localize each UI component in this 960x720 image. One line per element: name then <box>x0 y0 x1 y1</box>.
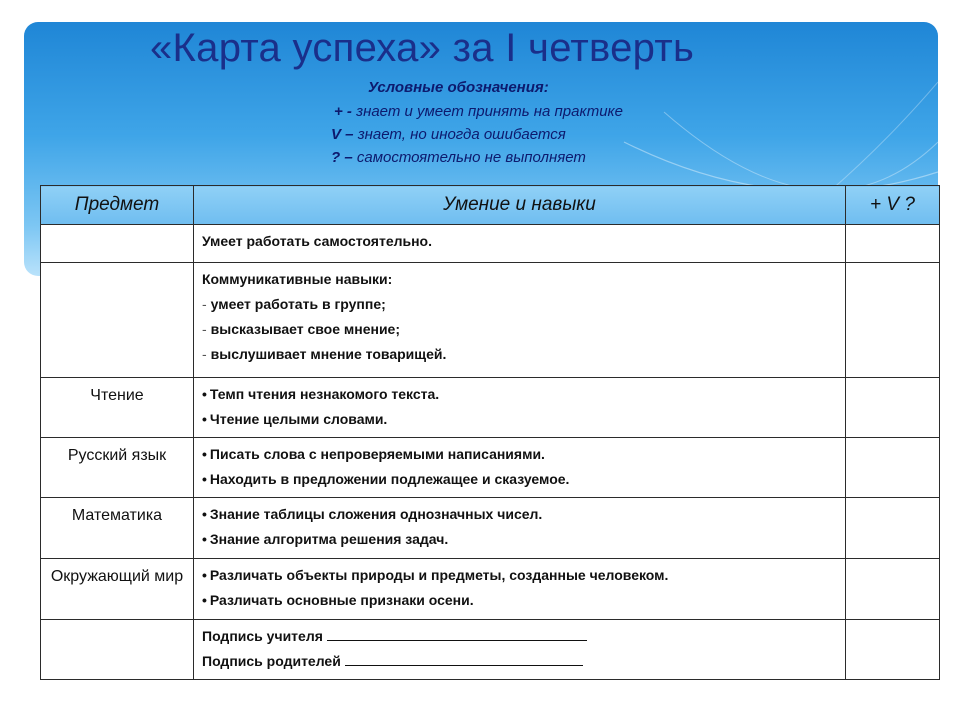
mark-cell[interactable] <box>846 620 940 680</box>
header-skills: Умение и навыки <box>194 186 846 225</box>
mark-cell[interactable] <box>846 225 940 263</box>
table-row <box>41 559 940 620</box>
skill-line: • Темп чтения незнакомого текста. <box>202 382 837 407</box>
page-title: «Карта успеха» за I четверть <box>150 26 695 70</box>
table-row <box>41 225 940 263</box>
skills-cell <box>194 498 846 559</box>
legend-item: V – знает, но иногда ошибается <box>331 126 566 143</box>
skill-line: - умеет работать в группе; <box>202 292 837 317</box>
skill-line: • Знание алгоритма решения задач. <box>202 527 837 552</box>
subject-cell <box>41 620 194 680</box>
table-row <box>41 263 940 378</box>
subject-cell: Математика <box>41 498 194 559</box>
skill-line: • Находить в предложении подлежащее и сказуемое. <box>202 467 837 492</box>
skill-line: Коммуникативные навыки: <box>202 271 393 287</box>
parent-signature-field[interactable] <box>345 650 583 666</box>
teacher-signature-field[interactable] <box>327 625 587 641</box>
signature-line: Подпись родителей <box>202 649 837 674</box>
skill-line: Умеет работать самостоятельно. <box>202 233 433 249</box>
table-row <box>41 498 940 559</box>
skills-cell <box>194 378 846 438</box>
subject-cell: Русский язык <box>41 438 194 498</box>
skill-line: - высказывает свое мнение; <box>202 317 837 342</box>
mark-cell[interactable] <box>846 378 940 438</box>
skill-line: • Различать основные признаки осени. <box>202 588 837 613</box>
header-subject: Предмет <box>41 186 194 225</box>
table-row <box>41 438 940 498</box>
skills-cell <box>194 438 846 498</box>
table-row <box>41 378 940 438</box>
skill-line: • Писать слова с непроверяемыми написаниями. <box>202 442 837 467</box>
table-row <box>41 620 940 680</box>
skill-line: - выслушивает мнение товарищей. <box>202 342 837 367</box>
subject-cell: Чтение <box>41 378 194 438</box>
table-header-row <box>41 186 940 225</box>
legend-heading: Условные обозначения: <box>368 79 549 96</box>
skill-line: • Различать объекты природы и предметы, созданные человеком. <box>202 563 837 588</box>
mark-cell[interactable] <box>846 263 940 378</box>
subject-cell <box>41 225 194 263</box>
skill-line: • Чтение целыми словами. <box>202 407 837 432</box>
legend-item: ? – самостоятельно не выполняет <box>331 149 586 166</box>
success-map-table <box>40 185 940 680</box>
subject-cell: Окружающий мир <box>41 559 194 620</box>
subject-cell <box>41 263 194 378</box>
mark-cell[interactable] <box>846 438 940 498</box>
signature-line: Подпись учителя <box>202 624 837 649</box>
skills-cell <box>194 559 846 620</box>
skills-cell <box>194 263 846 378</box>
skills-cell <box>194 620 846 680</box>
mark-cell[interactable] <box>846 559 940 620</box>
legend-item: + - знает и умеет принять на практике <box>334 103 623 120</box>
skill-line: • Знание таблицы сложения однозначных чисел. <box>202 502 837 527</box>
mark-cell[interactable] <box>846 498 940 559</box>
skills-cell <box>194 225 846 263</box>
header-mark: + V ? <box>846 186 940 225</box>
